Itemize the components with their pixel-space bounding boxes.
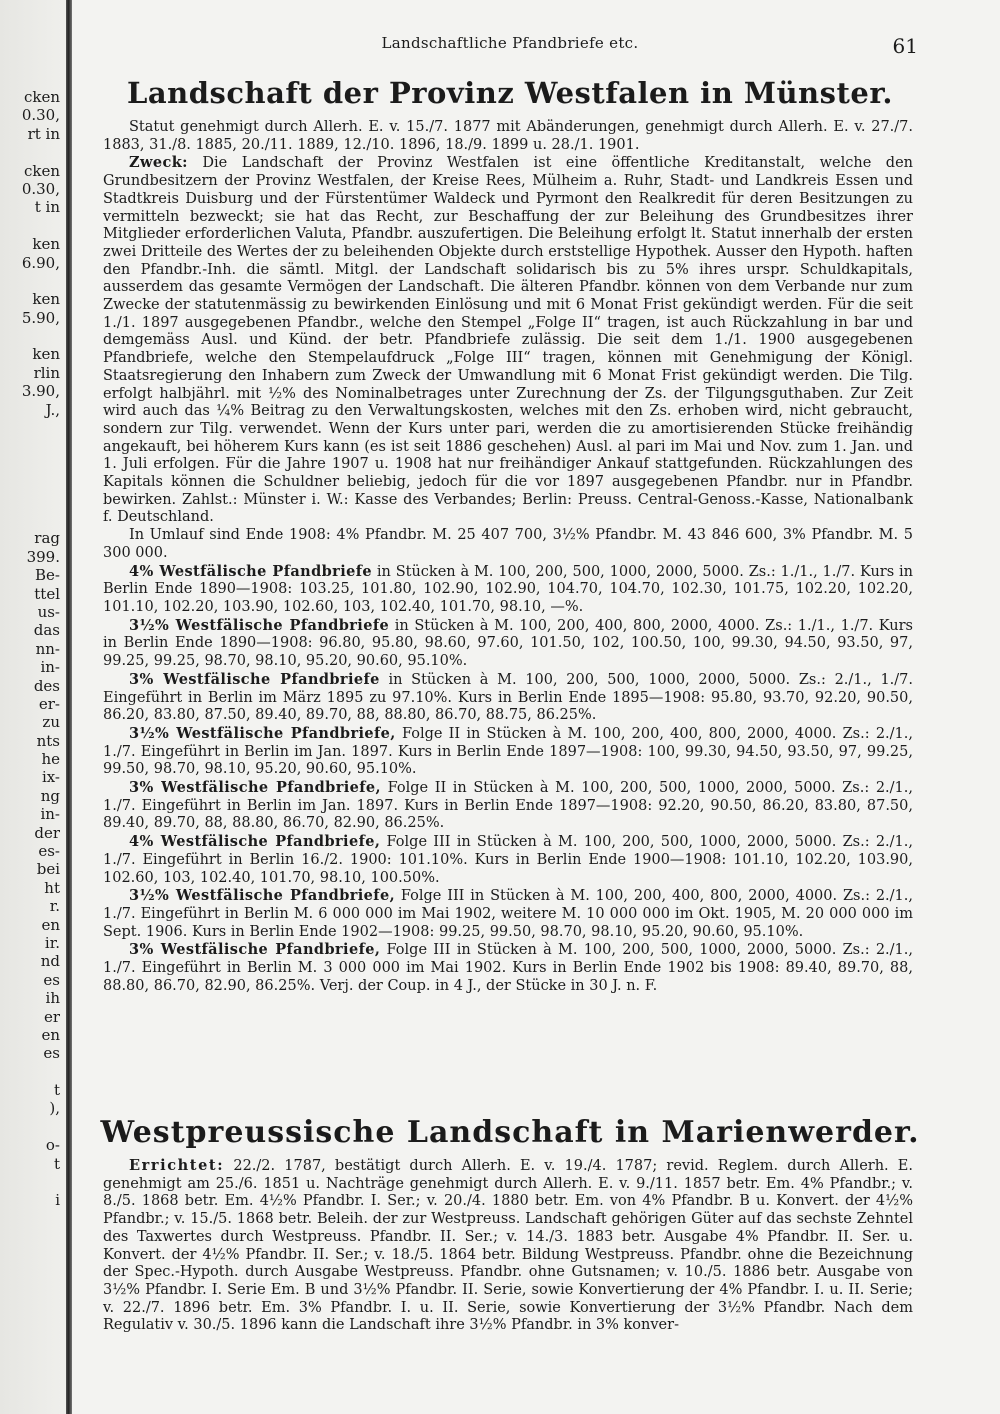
gutter-fragment: i (55, 1191, 60, 1210)
pfandbrief-issue-heading: 4% Westfälische Pfandbriefe (129, 562, 373, 580)
gutter-fragment (0, 217, 60, 235)
pfandbrief-issue-heading: 3% Westfälische Pfandbriefe, (129, 779, 381, 797)
gutter-fragment: 3.90, (21, 382, 60, 401)
gutter-fragment: ix- (41, 768, 60, 787)
zweck-text: Die Landschaft der Provinz Westfalen ist eine öffentliche Kreditanstalt, welche den Grundbesitzern der Provinz Westfalen, der Kreise Rees, Mülheim a. Ruhr, Stadt- und Landkreis Essen und Stadtkreis Duisburg und der Fürstentümer Waldeck und Pyrmont den Realkredit für deren Besitzungen zu vermitteln bezweckt; sie hat das Recht, zur Beschaffung der zur Beleihung des Grundbesitzes ihrer Mitglieder erforderlichen Valuta, Pfandbr. auszufertigen. Die Beleihung erfolgt lt. Statut innerhalb der ersten zwei Dritteile des Wertes der zu beleihenden Objekte durch erststellige Hypothek. Ausser den Hypoth. haften den Pfandbr.-Inh. die sämtl. Mitgl. der Landschaft solidarisch bis zu 5% ihres urspr. Schuldkapitals, ausserdem das gesamte Vermögen der Landschaft. Die älteren Pfandbr. können von dem Verbande nur zum Zwecke der statutenmässig zu bewirkenden Einlösung und mit 6 Monat Frist gekündigt werden. Für die seit 1./1. 1897 ausgegebenen Pfandbr., welche den Stempel „Folge II“ tragen, ist auch Rückzahlung in bar und demgemäss Ausl. und Künd. der betr. Pfandbriefe zulässig. Die seit dem 1./1. 1900 ausgegebenen Pfandbriefe, welche den Stempelaufdruck „Folge III“ tragen, können mit Genehmigung der Königl. Staatsregierung den Inhabern zum Zweck der Umwandlung mit 6 Monat Frist gekündigt werden. Die Tilg. erfolgt halbjährl. mit ½% des Nominalbetrages unter Zurechnung der Zs. der Tilgungsguthaben. Zur Zeit wird auch das ¼% Beitrag zu den Verwaltungskosten, welches mit den Zs. erhoben wird, nicht gebraucht, sondern zur Tilg. verwendet. Wenn der Kurs unter pari, werden die zu amortisierenden Stücke freihändig angekauft, bei höherem Kurs kann (es ist seit 1886 geschehen) Ausl. al pari im Mai und Nov. zum 1. Jan. und 1. Juli erfolgen. Für die Jahre 1907 u. 1908 hat nur freihändiger Ankauf stattgefunden. Rückzahlungen des Kapitals können die Schuldner beliebig, jedoch für die vor 1897 ausgegebenen Pfandbr. nur in Pfandbr. bewirken. Zahlst.: Münster i. W.: Kasse des Verbandes; Berlin: Preuss. Central-Genoss.-Kasse, Nationalbank f. Deutschland. (103, 155, 914, 526)
pfandbrief-issue-text: in Stücken à M. 100, 200, 400, 800, 2000, 4000. Zs.: 1./1., 1./7. Kurs in Berlin Ende 1890—1908: 96.80, 95.80, 98.60, 97.60, 101.50, 102, 100.50, 100, 99.30, 94.50, 93.50, 97, 99.25, 99.25, 98.70, 98.10, 95.20, 90.60, 95.10%. (103, 617, 914, 670)
gutter-fragment: ken (32, 345, 60, 364)
gutter-fragment: der (34, 823, 60, 842)
gutter-fragment: ken (32, 290, 60, 309)
previous-page-fragments (0, 88, 60, 1247)
gutter-fragment: rlin (33, 363, 60, 382)
gutter-fragment: en (41, 1025, 60, 1044)
pfandbrief-issue-heading: 3½% Westfälische Pfandbriefe, (129, 887, 396, 905)
pfandbrief-issue-heading: 3% Westfälische Pfandbriefe (129, 670, 380, 688)
gutter-fragment (0, 474, 60, 492)
gutter-fragment: ng (40, 786, 60, 805)
pfandbrief-issue-text: Folge III in Stücken à M. 100, 200, 400, 800, 2000, 4000. Zs.: 2./1., 1./7. Eingeführt in Berlin M. 6 000 000 im Mai 1902, weitere M. 10 000 000 im Okt. 1905, M. 20 000 000 im Sept. 1906. Kurs in Berlin Ende 1902—1908: 99.25, 99.50, 98.70, 98.10, 95.20, 90.60, 95.10%. (103, 888, 913, 940)
gutter-fragment: er (43, 1007, 60, 1026)
gutter-fragment (0, 1063, 60, 1081)
gutter-fragment: ), (49, 1099, 60, 1118)
page-header (100, 34, 920, 58)
gutter-fragment: rag (34, 529, 60, 548)
gutter-fragment: das (33, 621, 60, 640)
gutter-fragment: o- (45, 1136, 60, 1155)
gutter-fragment: ttel (34, 584, 60, 603)
pfandbrief-issue (103, 563, 913, 617)
gutter-fragment: ir. (44, 933, 60, 952)
pfandbrief-issue-text: in Stücken à M. 100, 200, 500, 1000, 2000, 5000. Zs.: 2./1., 1./7. Eingeführt in Berlin im März 1895 zu 97.10%. Kurs in Berlin Ende 1895—1908: 95.80, 93.70, 92.20, 90.50, 86.20, 83.80, 87.50, 89.40, 89.70, 88, 88.80, 86.70, 88.75, 86.25%. (103, 671, 913, 724)
gutter-fragment: rt in (27, 124, 60, 143)
pfandbrief-issue-text: Folge III in Stücken à M. 100, 200, 500, 1000, 2000, 5000. Zs.: 2./1., 1./7. Eingeführt in Berlin 16./2. 1900: 101.10%. Kurs in Berlin Ende 1900—1908: 101.10, 102.20, 103.90, 102.60, 103, 102.40, 101.70, 98.10, 100.50%. (103, 834, 913, 886)
gutter-fragment (0, 327, 60, 345)
gutter-fragment: us- (37, 602, 60, 621)
gutter-fragment: er- (38, 694, 60, 713)
gutter-fragment: en (41, 915, 60, 934)
errichtet-text: 22./2. 1787, bestätigt durch Allerh. E. v. 19./4. 1787; revid. Reglem. durch Allerh. E. genehmigt am 25./6. 1851 u. Nachträge genehmigt durch Allerh. E. v. 9./11. 1857 betr. Em. 4% Pfandbr.; v. 8./5. 1868 betr. Em. 4½% Pfandbr. I. Ser.; v. 20./4. 1880 betr. Em. von 4% Pfandbr. B u. Konvert. der 4½% Pfandbr.; v. 15./5. 1868 betr. Beleih. der zur Westpreuss. Landschaft gehörigen Güter auf das sechste Zehntel des Taxwertes durch Westpreuss. Pfandbr. II. Ser.; v. 14./3. 1883 betr. Ausgabe 4% Pfandbr. II. Ser. u. Konvert. der 4½% Pfandbr. II. Ser.; v. 18./5. 1864 betr. Bildung Westpreuss. Pfandbr. ohne die Bezeichnung der Spec.-Hypoth. durch Ausgabe Westpreuss. Pfandbr. ohne Gutsnamen; v. 10./5. 1886 betr. Ausgabe von 3½% Pfandbr. I. Serie Em. B und 3½% Pfandbr. II. Serie, sowie Konvertierung der 4% Pfandbr. I. u. II. Serie; v. 22./7. 1896 betr. Em. 3% Pfandbr. I. u. II. Serie, sowie Konvertierung der 3½% Pfandbr. Nach dem Regulativ v. 30./5. 1896 kann die Landschaft ihre 3½% Pfandbr. in 3% konver- (103, 1158, 913, 1334)
gutter-fragment (0, 1173, 60, 1191)
zweck-label: Zweck: (129, 154, 188, 172)
gutter-fragment: nd (40, 952, 60, 971)
pfandbrief-issue (103, 779, 913, 833)
gutter-fragment (0, 493, 60, 511)
gutter-fragment: es- (38, 842, 60, 861)
pfandbrief-issue-text: Folge III in Stücken à M. 100, 200, 500, 1000, 2000, 5000. Zs.: 2./1., 1./7. Eingeführt in Berlin M. 3 000 000 im Mai 1902. Kurs in Berlin Ende 1902 bis 1908: 89.40, 89.70, 88, 88.80, 86.70, 82.90, 86.25%. Verj. der Coup. in 4 J., der Stücke in 30 J. n. F. (103, 942, 913, 994)
gutter-fragment: in- (40, 658, 60, 677)
zweck-paragraph (103, 154, 913, 527)
pfandbrief-issue-text: Folge II in Stücken à M. 100, 200, 400, 800, 2000, 4000. Zs.: 2./1., 1./7. Eingeführt in Berlin im Jan. 1897. Kurs in Berlin Ende 1897—1908: 100, 99.30, 94.50, 93.50, 97, 99.25, 99.50, 98.70, 98.10, 95.20, 90.60, 95.10%. (103, 725, 913, 778)
pfandbrief-issue (103, 941, 913, 995)
book-spine-shadow (66, 0, 72, 1414)
pfandbrief-issue-text: Folge II in Stücken à M. 100, 200, 500, 1000, 2000, 5000. Zs.: 2./1., 1./7. Eingeführt in Berlin im Jan. 1897. Kurs in Berlin Ende 1897—1908: 92.20, 90.50, 86.20, 83.80, 87.50, 89.40, 89.70, 88, 88.80, 86.70, 82.90, 86.25%. (103, 780, 913, 832)
gutter-fragment: ken (32, 235, 60, 254)
gutter-fragment (0, 143, 60, 161)
umlauf-paragraph: In Umlauf sind Ende 1908: 4% Pfandbr. M. 25 407 700, 3½% Pfandbr. M. 43 846 600, 3% Pfandbr. M. 5 300 000. (103, 527, 913, 561)
pfandbrief-issue-text: in Stücken à M. 100, 200, 500, 1000, 2000, 5000. Zs.: 1./1., 1./7. Kurs in Berlin Ende 1890—1908: 103.25, 101.80, 102.90, 102.90, 104.70, 104.70, 102.30, 101.75, 102.20, 102.20, 101.10, 102.20, 103.90, 102.60, 103, 102.40, 101.70, 98.10, —%. (103, 563, 913, 615)
running-title: Landschaftliche Pfandbriefe etc. (381, 34, 639, 52)
gutter-fragment: 6.90, (21, 253, 60, 272)
gutter-fragment: 0.30, (21, 106, 60, 125)
gutter-fragment: es (43, 970, 60, 989)
gutter-fragment: J., (45, 400, 60, 419)
pfandbrief-issue (103, 833, 913, 887)
pfandbrief-issue (103, 887, 913, 941)
gutter-fragment (0, 456, 60, 474)
gutter-fragment: 5.90, (21, 308, 60, 327)
gutter-fragment (0, 272, 60, 290)
section-body-westfalen (103, 119, 913, 995)
gutter-fragment: bei (36, 860, 60, 879)
gutter-fragment (0, 1118, 60, 1136)
gutter-fragment: 399. (26, 547, 60, 566)
gutter-fragment: ih (45, 989, 60, 1008)
gutter-fragment (0, 511, 60, 529)
pfandbrief-issue (103, 617, 913, 671)
gutter-fragment (0, 1228, 60, 1246)
gutter-fragment: 0.30, (21, 179, 60, 198)
statut-paragraph: Statut genehmigt durch Allerh. E. v. 15./7. 1877 mit Abänderungen, genehmigt durch Allerh. E. v. 27./7. 1883, 31./8. 1885, 20./11. 1889, 12./10. 1896, 18./9. 1899 u. 28./1. 1901. (103, 119, 913, 153)
gutter-fragment: es (43, 1044, 60, 1063)
gutter-fragment: r. (49, 897, 60, 916)
pfandbrief-issue (103, 671, 913, 725)
gutter-fragment: des (33, 676, 60, 695)
section-title-westpreussen: Westpreussische Landschaft in Marienwerder. (100, 1115, 920, 1150)
errichtet-paragraph (103, 1157, 913, 1335)
gutter-fragment: in- (40, 805, 60, 824)
gutter-fragment: nts (36, 731, 60, 750)
gutter-fragment: t in (34, 198, 60, 217)
section-body-westpreussen (103, 1157, 913, 1335)
gutter-fragment: ht (44, 878, 60, 897)
pfandbrief-issue-list (103, 563, 913, 996)
gutter-fragment (0, 437, 60, 455)
gutter-fragment: t (53, 1154, 60, 1173)
pfandbrief-issue-heading: 3½% Westfälische Pfandbriefe, (129, 724, 396, 742)
gutter-fragment (0, 1210, 60, 1228)
gutter-fragment: Be- (35, 566, 60, 585)
pfandbrief-issue-heading: 4% Westfälische Pfandbriefe, (129, 833, 381, 851)
gutter-fragment: cken (23, 88, 60, 106)
gutter-fragment: he (41, 750, 60, 769)
section-title-westfalen: Landschaft der Provinz Westfalen in Münster. (126, 76, 894, 110)
gutter-fragment: t (53, 1081, 60, 1100)
pfandbrief-issue (103, 725, 913, 779)
pfandbrief-issue-heading: 3½% Westfälische Pfandbriefe (129, 616, 390, 634)
pfandbrief-issue-heading: 3% Westfälische Pfandbriefe, (129, 941, 381, 959)
gutter-fragment: cken (23, 161, 60, 180)
errichtet-label: Errichtet: (129, 1157, 225, 1174)
gutter-fragment (0, 419, 60, 437)
gutter-fragment: zu (42, 713, 60, 732)
page-number: 61 (892, 34, 918, 58)
gutter-fragment: nn- (35, 639, 60, 658)
